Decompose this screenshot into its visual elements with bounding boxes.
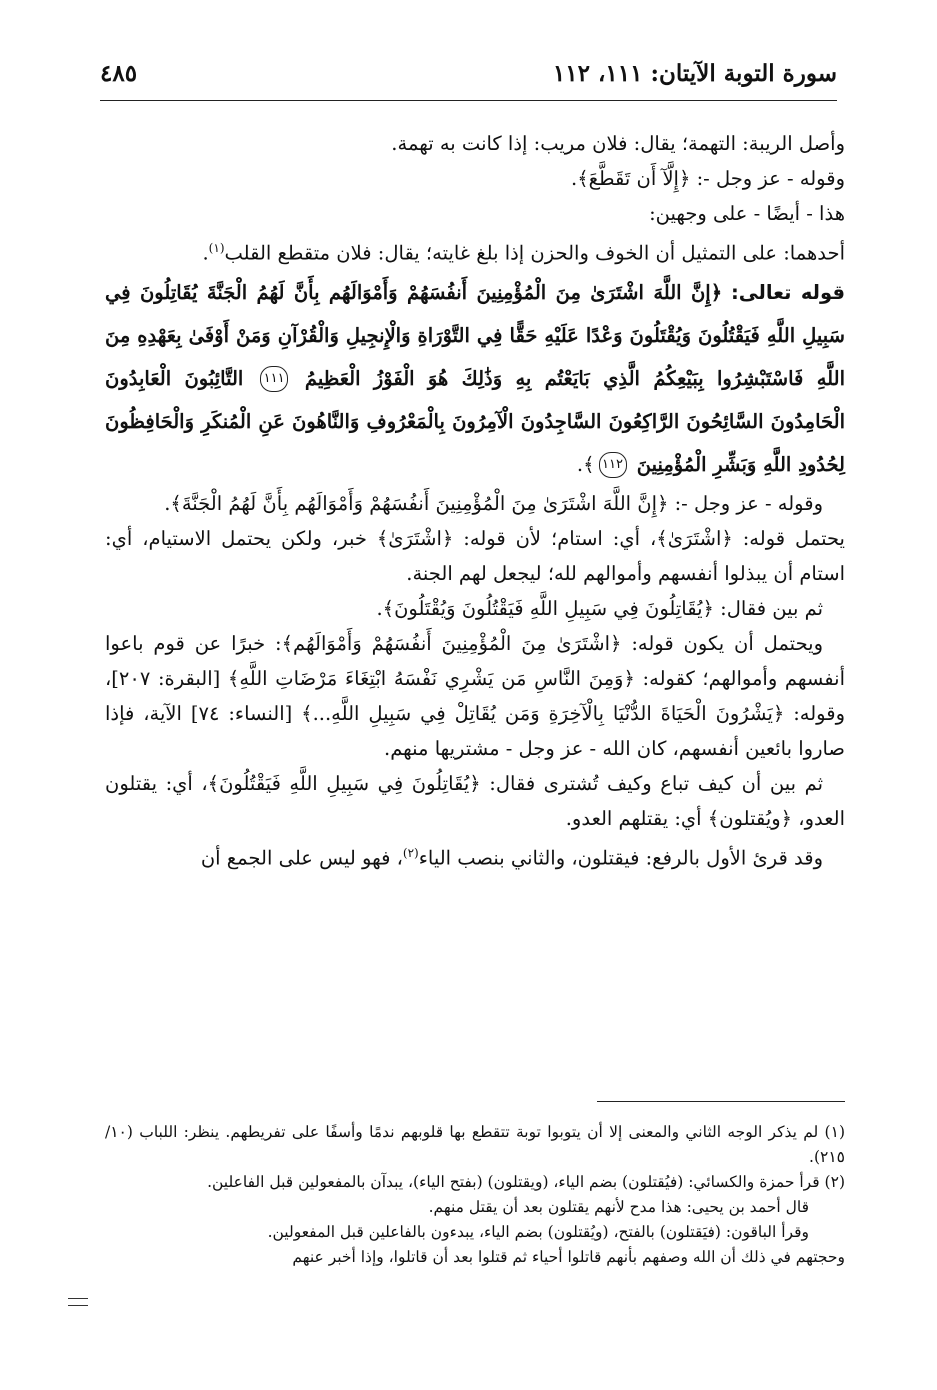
paragraph-6: يحتمل قوله: ﴿اشْتَرَىٰ﴾، أي: استام؛ لأن قوله: ﴿اشْتَرَىٰ﴾ خبر، ولكن يحتمل الاستيام، أي: استام أن يبذلوا أنفسهم وأموالهم لله؛ ليجعل لهم الجنة. (105, 526, 845, 585)
verse-lead: قوله تعالى: (730, 280, 845, 304)
ayah-number-marker: ١١٢ (599, 452, 627, 478)
margin-mark (68, 1298, 88, 1306)
paragraph-7: ثم بين فقال: ﴿يُقَاتِلُونَ فِي سَبِيلِ اللَّهِ فَيَقْتُلُونَ وَيُقْتَلُونَ﴾. (376, 596, 823, 620)
footnotes (105, 1120, 845, 1270)
footnote-ref-1: (١) (208, 241, 225, 255)
footnote-1: (١) لم يذكر الوجه الثاني والمعنى إلا أن يتوبوا توبة تتقطع بها قلوبهم ندمًا وأسفًا على تفريطهم. ينظر: اللباب (١٠/ ٢١٥). (105, 1123, 845, 1166)
paragraph-4-text: أحدهما: على التمثيل أن الخوف والحزن إذا بلغ غايته؛ يقال: فلان متقطع القلب (224, 241, 845, 265)
paragraph-2: وقوله - عز وجل -: ﴿إِلَّآ أَن تَقَطَّعَ﴾. (571, 167, 845, 190)
running-header (100, 60, 837, 96)
paragraph-4-end: . (202, 241, 209, 265)
verse-text-1: ﴿إِنَّ اللَّهَ اشْتَرَىٰ مِنَ الْمُؤْمِنِينَ أَنفُسَهُمْ وَأَمْوَالَهُم بِأَنَّ لَهُمُ الْجَنَّةَ يُقَاتِلُونَ فِي سَبِيلِ اللَّهِ فَيَقْتُلُونَ وَيُقْتَلُونَ وَعْدًا عَلَيْهِ حَقًّا فِي التَّوْرَاةِ وَالْإِنجِيلِ وَالْقُرْآنِ وَمَنْ أَوْفَىٰ بِعَهْدِهِ مِنَ اللَّهِ فَاسْتَبْشِرُوا بِبَيْعِكُمُ الَّذِي بَايَعْتُم بِهِ وَذَٰلِكَ هُوَ الْفَوْزُ الْعَظِيمُ (105, 280, 845, 390)
footnote-2-line: وحجتهم في ذلك أن الله وصفهم بأنهم قاتلوا أحياء ثم قتلوا بعد أن قاتلوا، وإذا أخبر عنهم (292, 1248, 845, 1266)
footnote-2: (٢) قرأ حمزة والكسائي: (فيُقتلون) بضم الياء، (ويقتلون) (بفتح الياء)، يبدآن بالمفعولين قبل الفاعلين. (207, 1173, 845, 1191)
main-text (105, 126, 845, 875)
footnote-2-line: قال أحمد بن يحيى: هذا مدح لأنهم يقتلون بعد أن يقتل منهم. (428, 1198, 809, 1216)
paragraph-10 (105, 836, 845, 876)
header-title: سورة التوبة الآيتان: ١١١، ١١٢ (552, 60, 837, 87)
page-number: ٤٨٥ (100, 60, 138, 87)
paragraph-8: ويحتمل أن يكون قوله: ﴿اشْتَرَىٰ مِنَ الْمُؤْمِنِينَ أَنفُسَهُمْ وَأَمْوَالَهُم﴾: خبرًا عن قوم باعوا أنفسهم وأموالهم؛ كقوله: ﴿وَمِنَ النَّاسِ مَن يَشْرِي نَفْسَهُ ابْتِغَاءَ مَرْضَاتِ اللَّهِ﴾ [البقرة: ٢٠٧]، وقوله: ﴿يَشْرُونَ الْحَيَاةَ الدُّنْيَا بِالْآخِرَةِ وَمَن يُقَاتِلْ فِي سَبِيلِ اللَّهِ...﴾ [النساء: ٧٤] الآية، فإذا صاروا بائعين أنفسهم، كان الله - عز وجل - مشتريها منهم. (105, 631, 845, 760)
paragraph-4 (105, 231, 845, 271)
footnote-ref-2: (٢) (402, 845, 419, 860)
header-rule (100, 100, 837, 101)
footnote-separator (597, 1101, 845, 1102)
verse-end: ﴾. (576, 452, 595, 476)
verse-block (105, 271, 845, 486)
paragraph-10-text: وقد قرئ الأول بالرفع: فيقتلون، والثاني بنصب الياء (418, 846, 823, 869)
footnote-2-line: وقرأ الباقون: (فيَقتلون) بالفتح، (ويُقتلون) بضم الياء، يبدءون بالفاعلين قبل المفعولين. (267, 1223, 809, 1241)
ayah-number-marker: ١١١ (260, 366, 288, 392)
paragraph-3: هذا - أيضًا - على وجهين: (649, 202, 845, 225)
paragraph-10-end: ، فهو ليس على الجمع أن (200, 846, 403, 869)
verse-text-2: التَّائِبُونَ الْعَابِدُونَ الْحَامِدُونَ السَّائِحُونَ الرَّاكِعُونَ السَّاجِدُونَ الْآمِرُونَ بِالْمَعْرُوفِ وَالنَّاهُونَ عَنِ الْمُنكَرِ وَالْحَافِظُونَ لِحُدُودِ اللَّهِ وَبَشِّرِ الْمُؤْمِنِينَ (105, 366, 845, 476)
paragraph-9: ثم بين أن كيف تباع وكيف تُشترى فقال: ﴿يُقَاتِلُونَ فِي سَبِيلِ اللَّهِ فَيَقْتُلُونَ﴾، أي: يقتلون العدو، ﴿ويُقتلون﴾ أي: يقتلهم العدو. (105, 771, 845, 830)
paragraph-5: وقوله - عز وجل -: ﴿إِنَّ اللَّهَ اشْتَرَىٰ مِنَ الْمُؤْمِنِينَ أَنفُسَهُمْ وَأَمْوَالَهُم بِأَنَّ لَهُمُ الْجَنَّةَ﴾. (164, 491, 823, 515)
paragraph-1: وأصل الريبة: التهمة؛ يقال: فلان مريب: إذا كانت به تهمة. (391, 132, 845, 155)
